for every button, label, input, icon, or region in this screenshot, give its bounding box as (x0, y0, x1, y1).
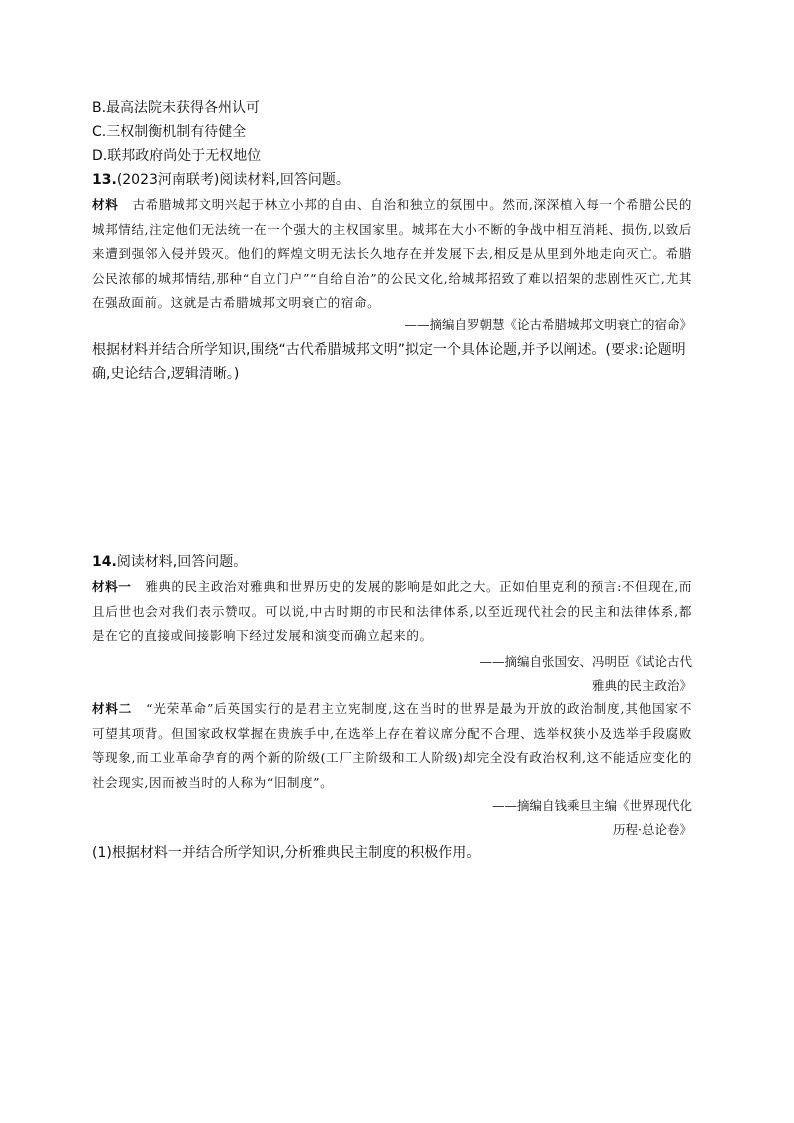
question-14-sub-1: (1)根据材料一并结合所学知识,分析雅典民主制度的积极作用。 (92, 845, 481, 861)
material-label: 材料 (92, 197, 119, 212)
question-14-source-2-line-1: ——摘编自钱乘旦主编《世界现代化 (491, 798, 692, 813)
question-13-source: ——摘编自罗朝慧《论古希腊城邦文明衰亡的宿命》 (404, 317, 692, 332)
question-13-material (92, 193, 692, 316)
question-14-stem: 14.阅读材料,回答问题。 (92, 554, 248, 570)
question-14-source-1-line-1: ——摘编自张国安、冯明臣《试论古代 (479, 654, 692, 669)
question-13-task: 根据材料并结合所学知识,围绕“古代希腊城邦文明”拟定一个具体论题,并予以阐述。(要求:论题明确,史论结合,逻辑清晰。) (92, 342, 686, 382)
material-2-label: 材料二 (92, 701, 133, 716)
option-c: C.三权制衡机制有待健全 (92, 124, 247, 140)
material-1-label: 材料一 (92, 579, 132, 594)
question-14-number: 14. (92, 554, 117, 570)
option-b: B.最高法院未获得各州认可 (92, 100, 261, 116)
question-13-stem: 13.(2023河南联考)阅读材料,回答问题。 (92, 172, 350, 188)
question-14-source-2-line-2: 历程·总论卷》 (613, 822, 692, 837)
question-13-number: 13. (92, 172, 117, 188)
material-2-text: “光荣革命”后英国实行的是君主立宪制度,这在当时的世界是最为开放的政治制度,其他国家不可望其项背。但国家政权掌握在贵族手中,在选举上存在着议席分配不合理、选举权狭小及选举手段腐败等现象,而工业革命孕育的两个新的阶级(工厂主阶级和工人阶级)却完全没有政治权利,这不能适应变化的社会现实,因而被当时的人称为“旧制度”。 (92, 701, 692, 790)
question-14-material-1 (92, 575, 692, 649)
question-14-source-1-line-2: 雅典的民主政治》 (591, 678, 692, 693)
material-text: 古希腊城邦文明兴起于林立小邦的自由、自治和独立的氛围中。然而,深深植入每一个希腊公民的城邦情结,注定他们无法统一在一个强大的主权国家里。城邦在大小不断的争战中相互消耗、损伤,以致后来遭到强邻入侵并毁灭。他们的辉煌文明无法长久地存在并发展下去,相反是从里到外地走向灭亡。希腊公民浓郁的城邦情结,那种“自立门户”“自给自治”的公民文化,给城邦招致了难以招架的悲剧性灭亡,尤其在强敌面前。这就是古希腊城邦文明衰亡的宿命。 (92, 197, 693, 310)
question-14-material-2 (92, 697, 692, 795)
material-1-text: 雅典的民主政治对雅典和世界历史的发展的影响是如此之大。正如伯里克利的预言:不但现在,而且后世也会对我们表示赞叹。可以说,中古时期的市民和法律体系,以至近现代社会的民主和法律体系,都是在它的直接或间接影响下经过发展和演变而确立起来的。 (92, 579, 692, 643)
option-d: D.联邦政府尚处于无权地位 (92, 148, 262, 164)
